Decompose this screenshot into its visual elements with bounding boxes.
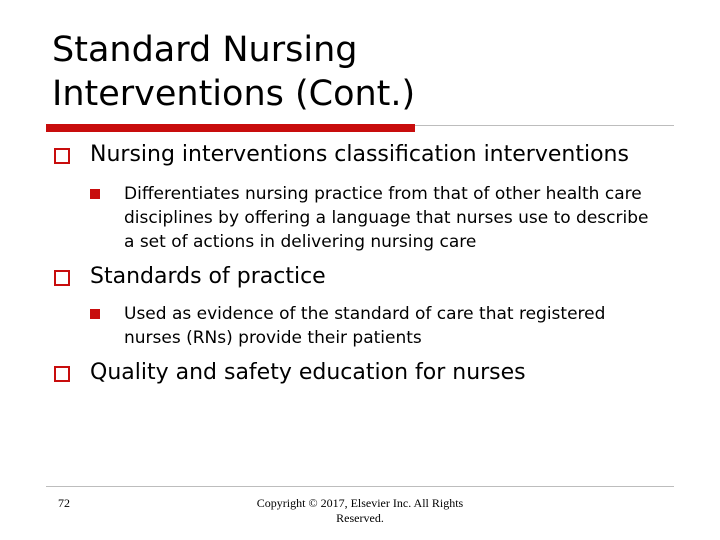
footer-divider (46, 486, 674, 487)
bullet-quality-safety-education (54, 358, 664, 388)
filled-square-bullet-icon (90, 189, 100, 199)
sub-bullet-text: Differentiates nursing practice from that of other health care disciplines by offering a language that nurses use to describe a set of actions in delivering nursing care (124, 184, 649, 252)
sub-bullet-evidence (90, 302, 664, 350)
sub-bullet-differentiates (90, 182, 664, 254)
title-accent-bar (46, 124, 415, 132)
filled-square-bullet-icon (90, 309, 100, 319)
copyright-notice: Copyright © 2017, Elsevier Inc. All Rights Reserved. (256, 496, 464, 525)
hollow-square-bullet-icon (54, 366, 70, 382)
slide-title (52, 28, 415, 116)
bullet-text: Quality and safety education for nurses (90, 360, 526, 385)
page-number: 72 (58, 496, 70, 510)
hollow-square-bullet-icon (54, 148, 70, 164)
slide-title-line-1: Standard Nursing (52, 30, 358, 70)
sub-bullet-text: Used as evidence of the standard of care that registered nurses (RNs) provide their patients (124, 304, 606, 348)
hollow-square-bullet-icon (54, 270, 70, 286)
bullet-nursing-interventions (54, 140, 664, 170)
bullet-text: Nursing interventions classification interventions (90, 142, 629, 167)
slide-title-line-2: Interventions (Cont.) (52, 74, 416, 114)
bullet-standards-of-practice (54, 262, 664, 292)
slide-content (54, 140, 664, 388)
bullet-text: Standards of practice (90, 264, 326, 289)
